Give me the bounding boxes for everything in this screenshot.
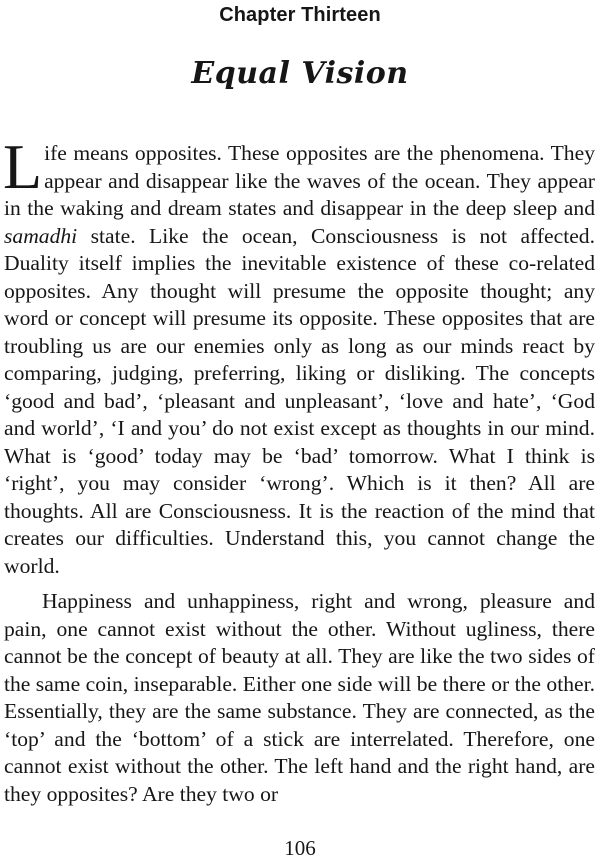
- paragraph-1-text-part-1: ife means opposites. These opposites are the phenomena. They appear and disappear like the waves of the ocean. They appear in the waking and dream states and disappear in the deep sleep and: [4, 141, 595, 220]
- chapter-label: Chapter Thirteen: [219, 4, 381, 26]
- drop-cap-letter: L: [3, 131, 43, 202]
- body-text: [3, 131, 595, 808]
- page-number: 106: [284, 836, 316, 860]
- paragraph-1-italic-term: samadhi: [4, 223, 78, 248]
- paragraph-1: [3, 131, 595, 580]
- paragraph-1-text-part-2: state. Like the ocean, Consciousness is not affected. Duality itself implies the inevitable existence of these co-related opposites. Any thought will presume the opposite thought; any word or concept will presume its opposite. These opposites that are troubling us are our enemies only as long as our minds react by comparing, judging, preferring, liking or disliking. The concepts ‘good and bad’, ‘pleasant and unpleasant’, ‘love and hate’, ‘God and world’, ‘I and you’ do not exist except as thoughts in our mind. What is ‘good’ today may be ‘bad’ tomorrow. What I think is ‘right’, you may consider ‘wrong’. Which is it then? All are thoughts. All are Consciousness. It is the reaction of the mind that creates our difficulties. Understand this, you cannot change the world.: [4, 223, 595, 578]
- chapter-title: Equal Vision: [191, 56, 409, 91]
- paragraph-2: Happiness and unhappiness, right and wrong, pleasure and pain, one cannot exist without the other. Without ugliness, there cannot be the concept of beauty at all. They are like the two sides of the same coin, inseparable. Either one side will be there or the other. Essentially, they are the same substance. They are connected, as the ‘top’ and the ‘bottom’ of a stick are interrelated. Therefore, one cannot exist without the other. The left hand and the right hand, are they opposites? Are they two or: [4, 589, 595, 806]
